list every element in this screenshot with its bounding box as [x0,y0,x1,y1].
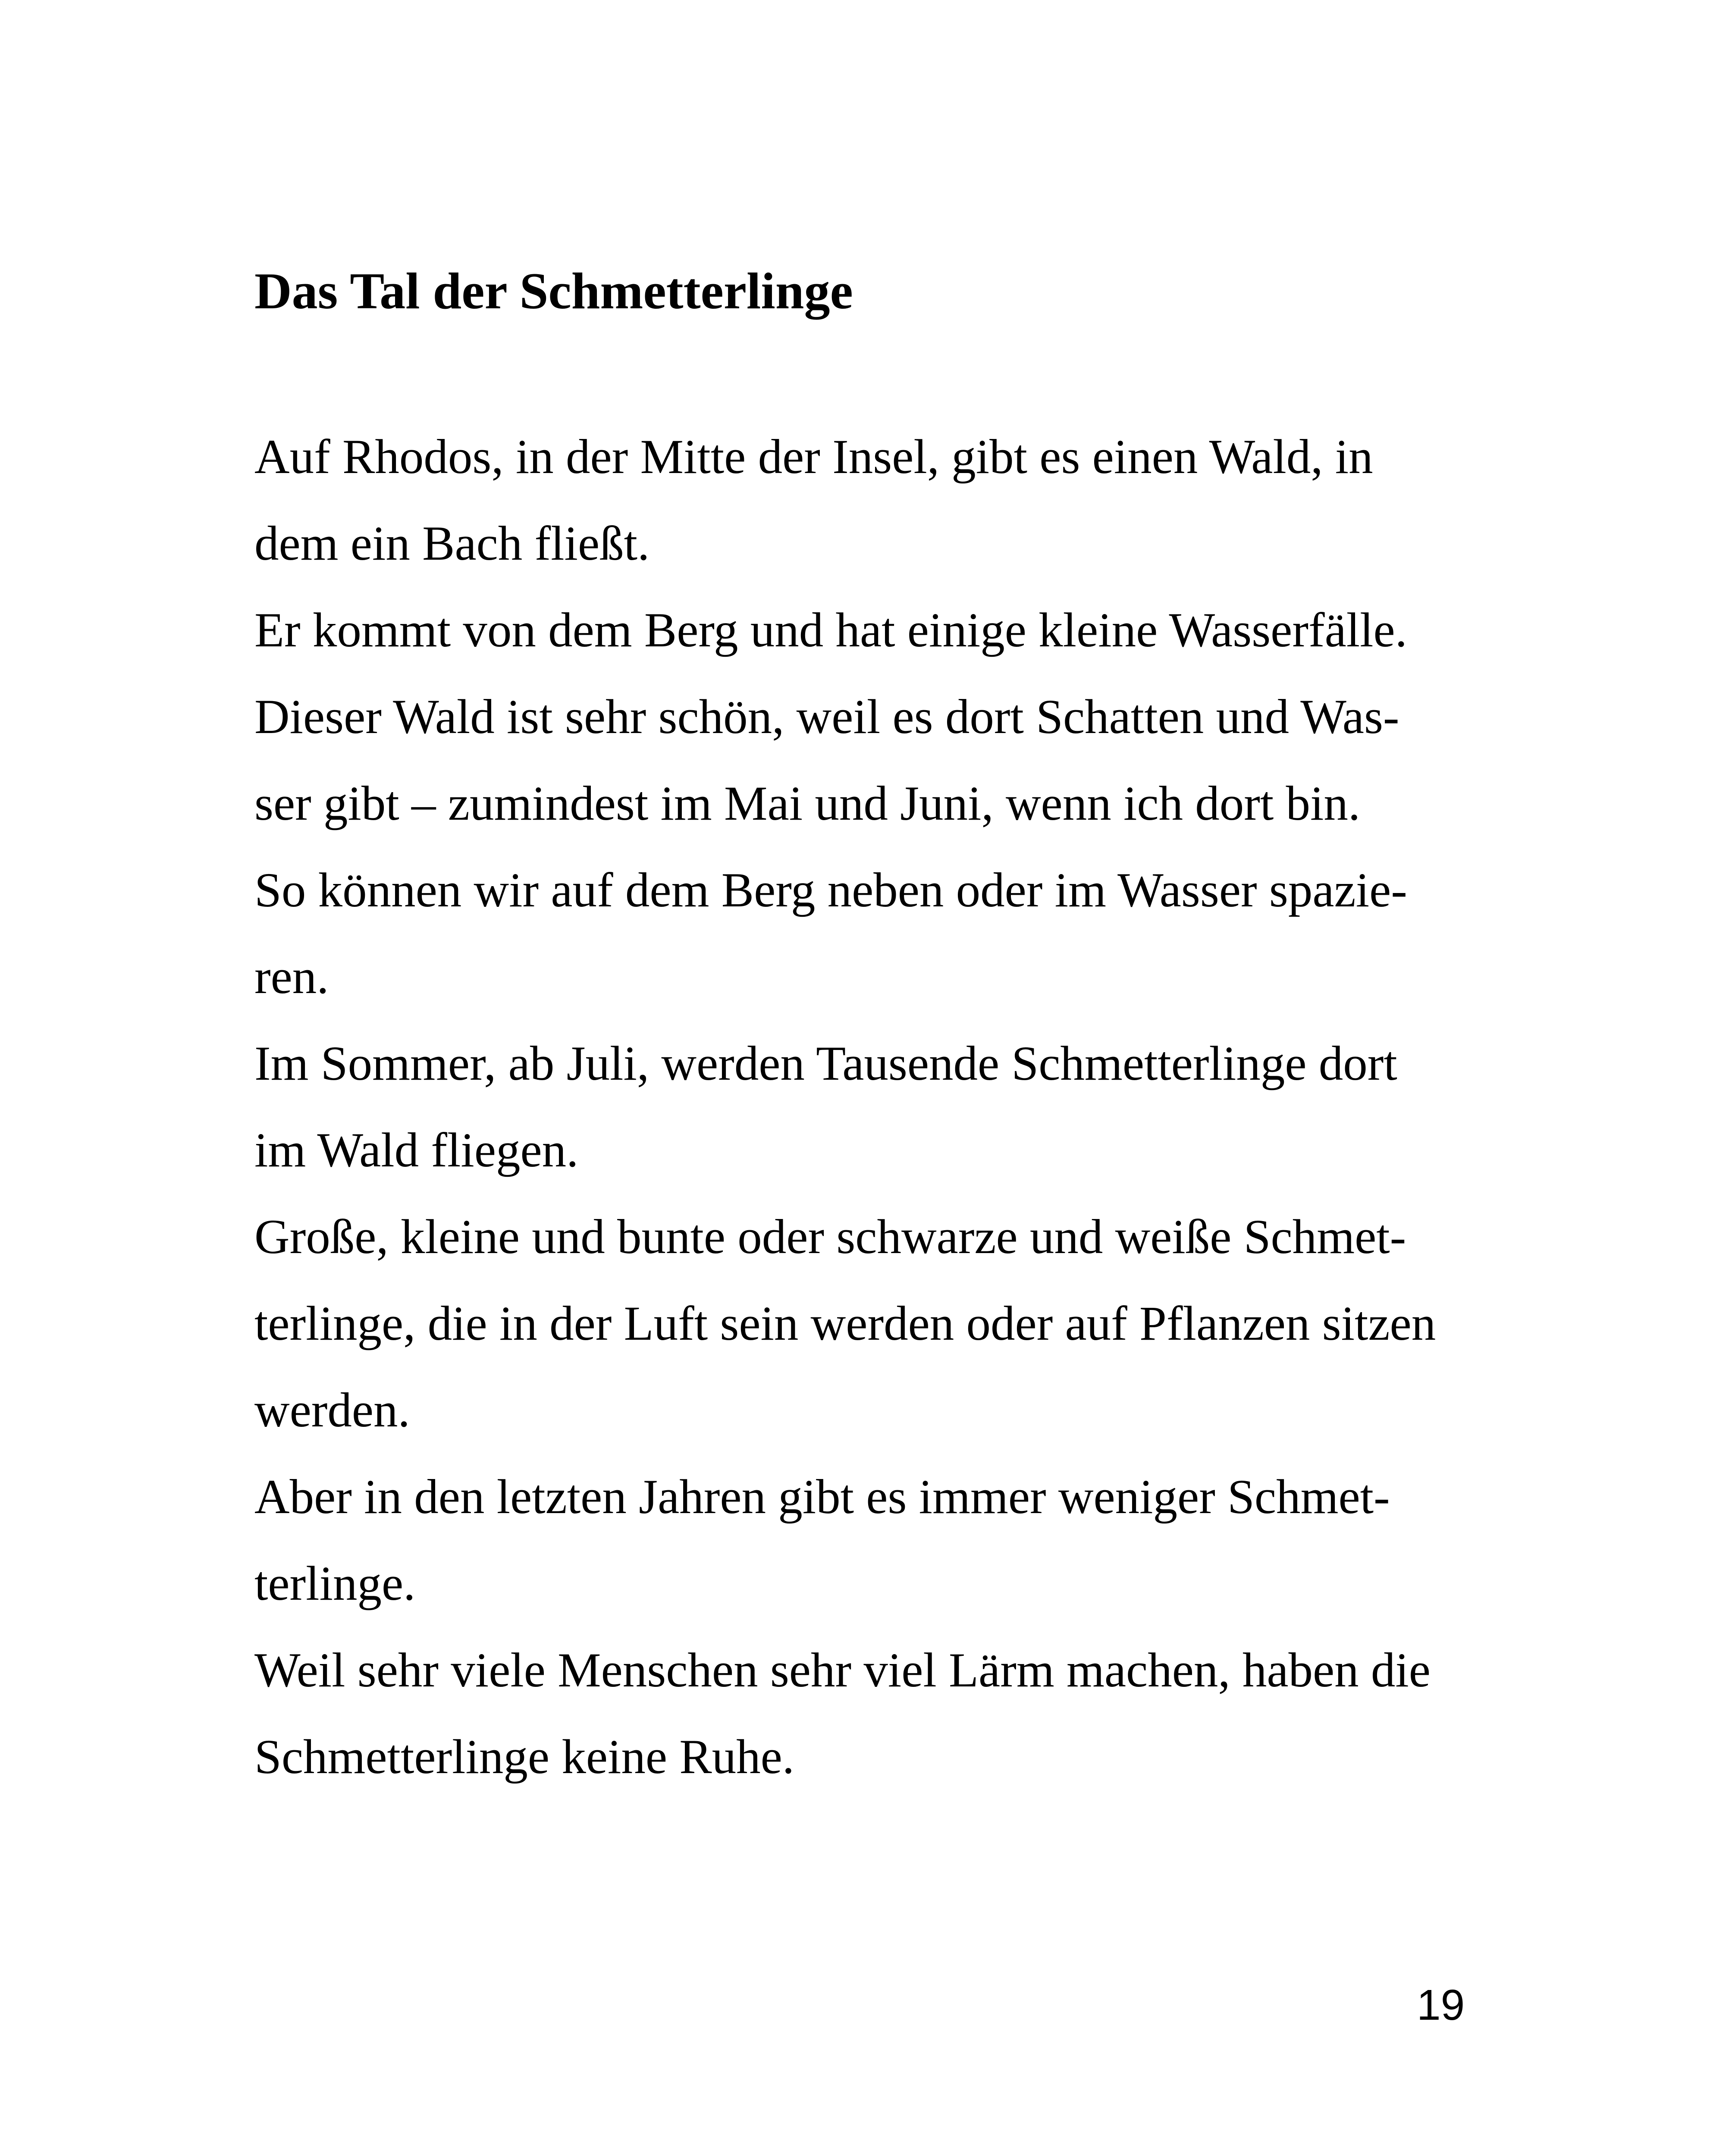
text-line: dem ein Bach fließt. [254,517,650,570]
text-line: Dieser Wald ist sehr schön, weil es dort Schatten und Was- [254,690,1399,744]
text-line: Große, kleine und bunte oder schwarze und weiße Schmet- [254,1210,1406,1264]
text-line: Im Sommer, ab Juli, werden Tausende Schmetterlinge dort [254,1037,1397,1091]
text-line: Aber in den letzten Jahren gibt es immer weniger Schmet- [254,1470,1390,1524]
text-line: Auf Rhodos, in der Mitte der Insel, gibt es einen Wald, in [254,430,1373,484]
text-line: werden. [254,1383,410,1437]
text-line: ren. [254,950,329,1004]
text-line: terlinge, die in der Luft sein werden oder auf Pflanzen sitzen [254,1297,1436,1351]
text-line: ser gibt – zumindest im Mai und Juni, wenn ich dort bin. [254,777,1361,830]
page-number: 19 [1417,1981,1465,2029]
text-line: im Wald fliegen. [254,1123,579,1177]
page-title: Das Tal der Schmetterlinge [254,262,853,320]
text-line: Weil sehr viele Menschen sehr viel Lärm machen, haben die [254,1643,1431,1697]
text-line: Schmetterlinge keine Ruhe. [254,1730,795,1784]
text-line: terlinge. [254,1557,416,1611]
text-line: So können wir auf dem Berg neben oder im Wasser spazie- [254,863,1407,917]
text-line: Er kommt von dem Berg und hat einige kleine Wasserfälle. [254,603,1407,657]
